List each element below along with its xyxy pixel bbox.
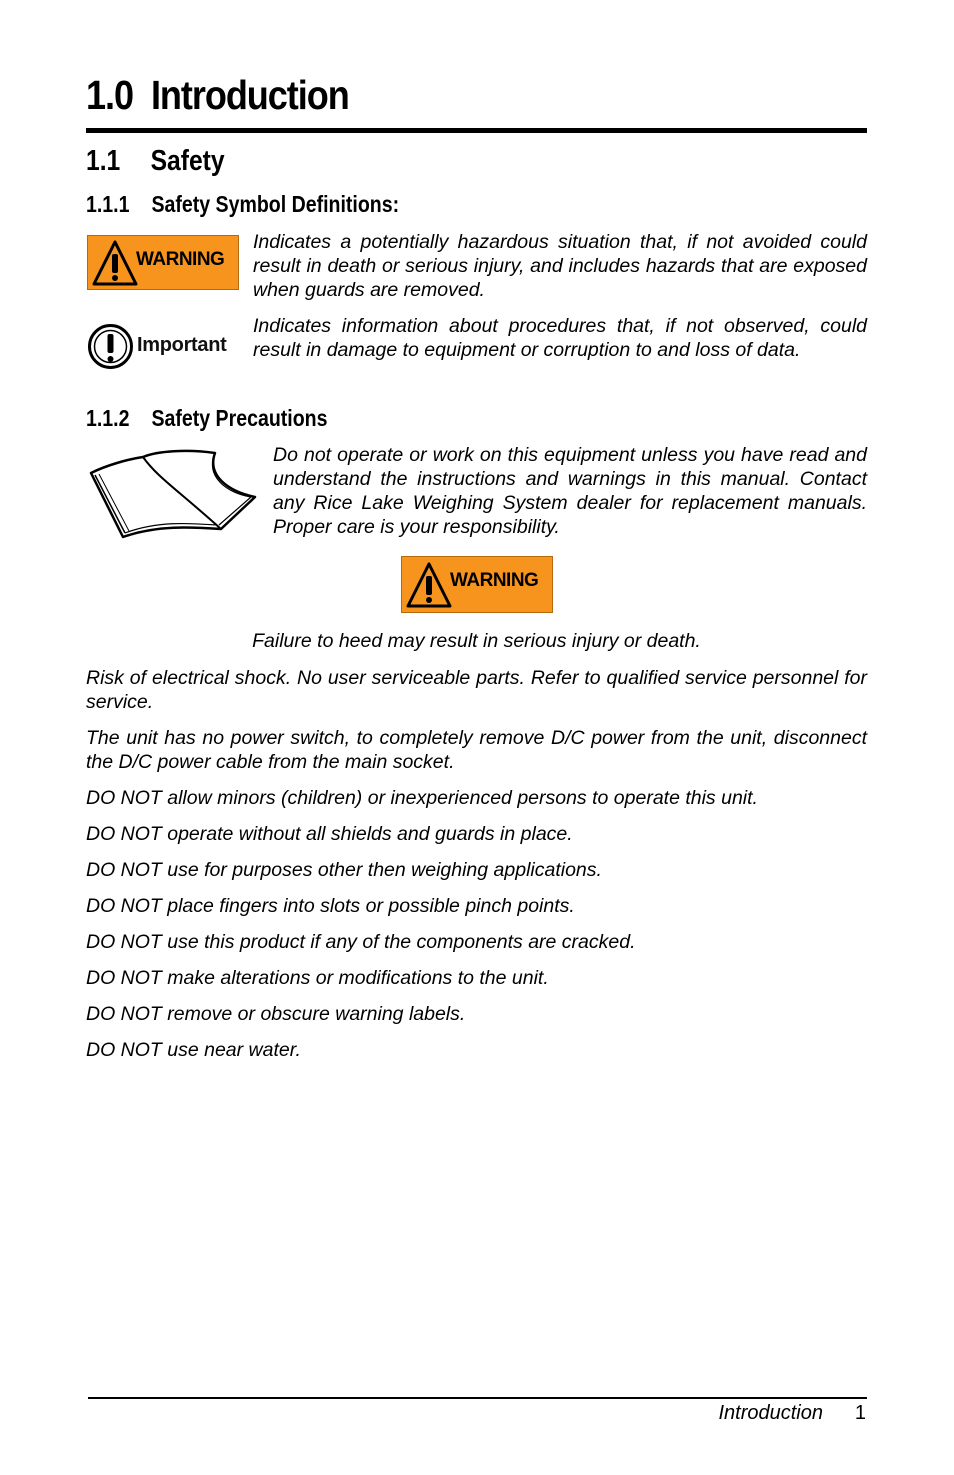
subsection-title: Safety Precautions [151, 405, 328, 431]
subsection-title: Safety Symbol Definitions: [151, 191, 400, 217]
precaution-item: DO NOT use near water. [86, 1039, 301, 1061]
important-exclamation-icon [87, 323, 134, 370]
precaution-item: DO NOT allow minors (children) or inexperienced persons to operate this unit. [86, 787, 758, 809]
manual-notice: Do not operate or work on this equipment unless you have read and understand the instructions and warnings in this manual. Contact any Rice Lake Weighing System dealer for replacement manuals. Proper care is your responsibility. [273, 444, 867, 538]
subsection-number: 1.1.1 [86, 191, 130, 217]
important-definition: Indicates information about procedures that, if not observed, could result in damage to equipment or corruption to and loss of data. [253, 315, 867, 361]
footer-section-label: Introduction [718, 1402, 823, 1424]
section-number: 1.1 [86, 145, 121, 177]
warning-triangle-icon [92, 239, 138, 287]
page-title-text: Introduction [150, 72, 349, 118]
warning-label: WARNING [450, 570, 539, 591]
page-title [86, 72, 349, 119]
section-heading-safety [86, 145, 225, 178]
heed-warning: Failure to heed may result in serious injury or death. [252, 630, 701, 652]
title-rule [86, 128, 867, 133]
subsection-number: 1.1.2 [86, 405, 130, 431]
precaution-item: The unit has no power switch, to completely remove D/C power from the unit, disconnect the D/C power cable from the main socket. [86, 727, 867, 773]
open-book-icon [87, 447, 259, 539]
precaution-item: DO NOT make alterations or modifications to the unit. [86, 967, 549, 989]
important-label: Important [137, 334, 227, 356]
subsection-heading-precautions [86, 405, 327, 432]
precaution-item: Risk of electrical shock. No user serviceable parts. Refer to qualified service personnel for service. [86, 667, 867, 713]
warning-definition: Indicates a potentially hazardous situation that, if not avoided could result in death or serious injury, and includes hazards that are exposed when guards are removed. [253, 231, 867, 301]
section-title: Safety [150, 145, 225, 177]
precaution-item: DO NOT use for purposes other then weighing applications. [86, 859, 602, 881]
precaution-item: DO NOT use this product if any of the components are cracked. [86, 931, 636, 953]
warning-label: WARNING [136, 249, 225, 270]
warning-badge [87, 235, 239, 290]
footer-rule [88, 1397, 867, 1399]
precaution-item: DO NOT operate without all shields and guards in place. [86, 823, 573, 845]
page-title-number: 1.0 [86, 72, 133, 118]
important-badge [87, 322, 242, 372]
precaution-item: DO NOT remove or obscure warning labels. [86, 1003, 466, 1025]
warning-badge [401, 556, 553, 613]
subsection-heading-symbol-definitions [86, 191, 399, 218]
page-number: 1 [854, 1402, 866, 1424]
precaution-item: DO NOT place fingers into slots or possible pinch points. [86, 895, 575, 917]
warning-triangle-icon [406, 561, 452, 609]
